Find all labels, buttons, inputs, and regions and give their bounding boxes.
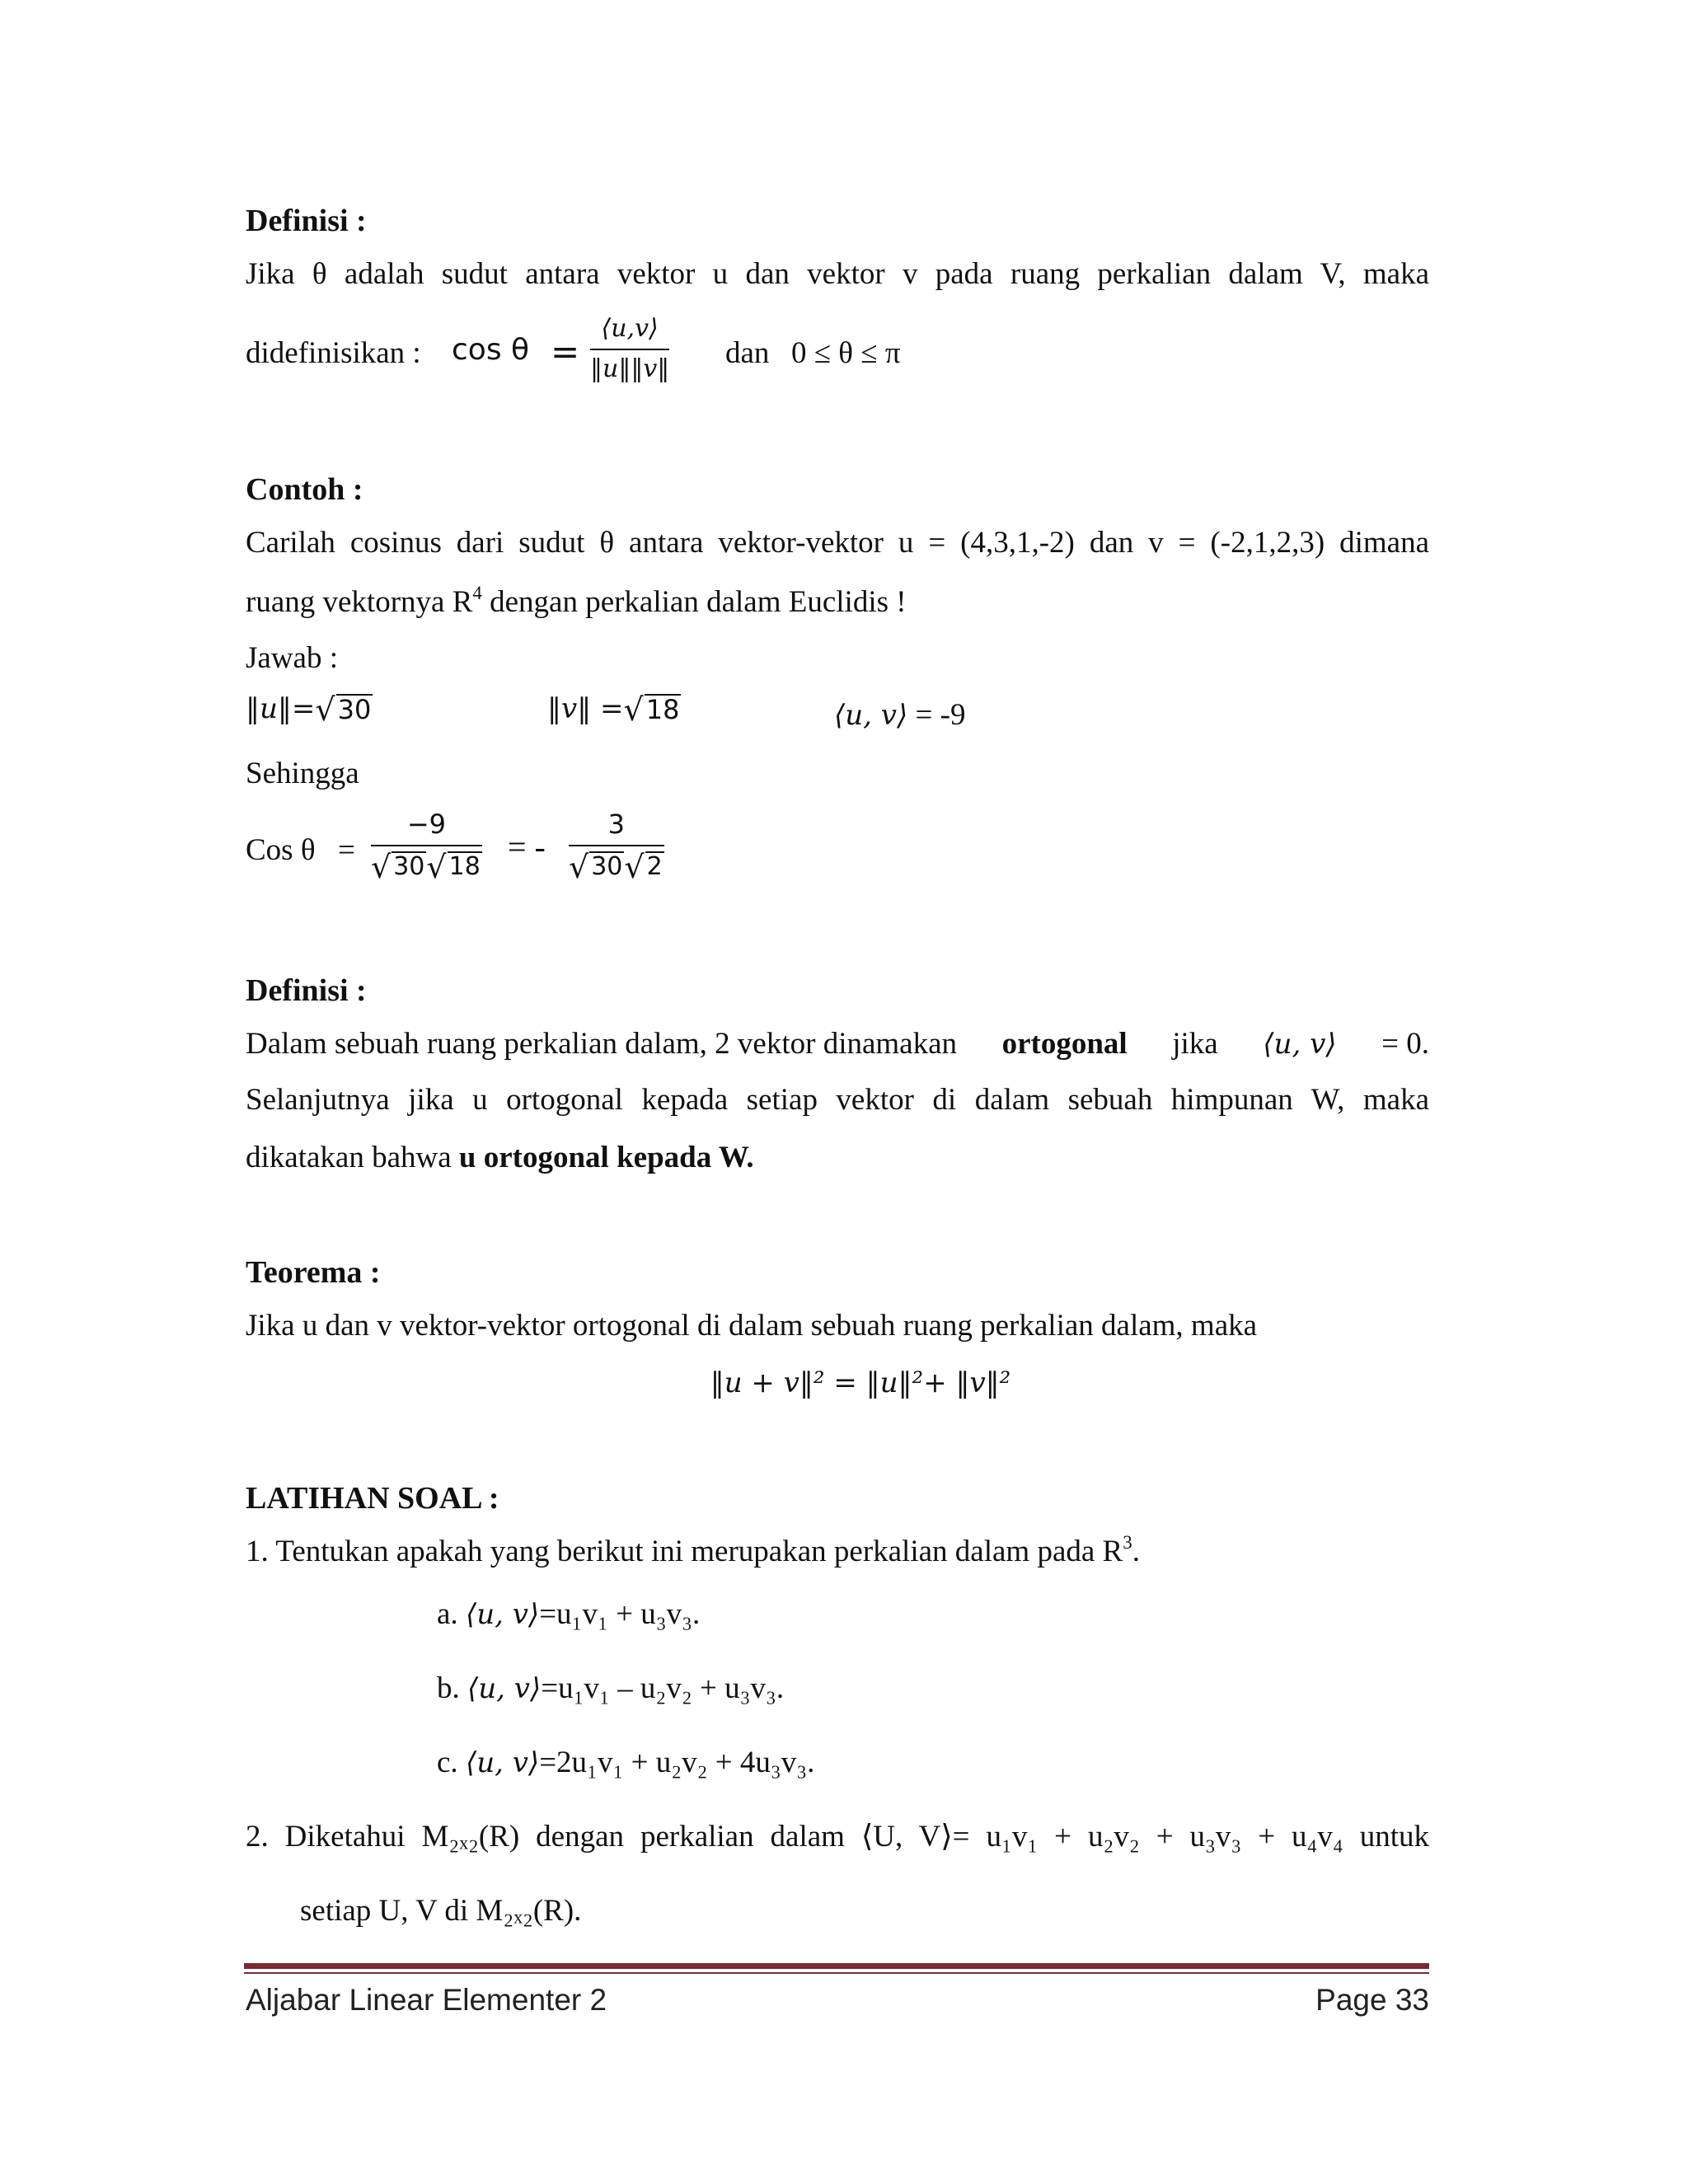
inner-product-math: ⟨u, v⟩ — [467, 1672, 542, 1705]
definition-lead: didefinisikan : — [246, 336, 421, 370]
exercise-question-2-line2: setiap U, V di M₂ₓ₂(R). — [300, 1894, 582, 1928]
fraction-denominator: ‖u‖‖v‖ — [590, 354, 670, 383]
radical-sign: √ — [623, 691, 644, 728]
exercise-item-c — [437, 1747, 814, 1778]
theta-range: 0 ≤ θ ≤ π — [791, 336, 901, 370]
radical-sign: √ — [315, 691, 335, 728]
item-label: a. — [437, 1597, 458, 1631]
exercise-question-2-line1: 2. Diketahui M₂ₓ₂(R) dengan perkalian dalam ⟨U, V⟩= u₁v₁ + u₂v₂ + u₃v₃ + u₄v₄ untuk — [246, 1820, 1429, 1854]
fraction-bar — [569, 845, 664, 846]
inner-product-math: ⟨u, v⟩ — [465, 1598, 540, 1631]
exercise-item-a — [437, 1599, 700, 1629]
item-formula: =2u₁v₁ + u₂v₂ + 4u₃v₃. — [539, 1746, 815, 1779]
sqrt-18 — [623, 691, 682, 728]
footer-book-title: Aljabar Linear Elementer 2 — [246, 1983, 607, 2017]
fraction-bar — [371, 845, 482, 846]
item-label: c. — [437, 1746, 458, 1779]
radicand: 30 — [393, 851, 425, 881]
fraction-numerator: 3 — [607, 808, 626, 840]
radicand: 18 — [448, 851, 481, 881]
footer-rule-thin — [244, 1972, 1429, 1974]
example-text-line2-start: ruang vektornya R — [246, 585, 473, 619]
fraction-denominator — [569, 848, 664, 885]
dimension-superscript: 4 — [472, 583, 482, 604]
equals-zero: = 0. — [1381, 1027, 1429, 1061]
inner-product-label: ⟨u, v⟩ — [834, 699, 908, 732]
norm-u-expression — [246, 691, 373, 728]
norm-v-expression — [547, 691, 681, 728]
item-formula: =u₁v₁ + u₃v₃. — [539, 1597, 701, 1631]
exercise-question-1 — [246, 1532, 1140, 1568]
sqrt-18 — [426, 848, 481, 885]
radicand: 18 — [645, 694, 680, 725]
definition-orthogonal-line1 — [246, 1029, 1429, 1059]
radicand: 2 — [646, 851, 663, 881]
definition-text: Jika θ adalah sudut antara vektor u dan vektor v pada ruang perkalian dalam V, maka — [246, 257, 1429, 291]
dimension-superscript: 3 — [1123, 1532, 1132, 1554]
question-text: 1. Tentukan apakah yang berikut ini merupakan perkalian dalam pada R — [246, 1535, 1123, 1568]
therefore-label: Sehingga — [246, 757, 359, 790]
cosine-formula-fraction — [590, 315, 669, 383]
exercise-item-b — [437, 1673, 784, 1704]
orthogonal-to-set-term: u ortogonal kepada W. — [458, 1141, 754, 1174]
radical-sign: √ — [371, 848, 392, 885]
theorem-text: Jika u dan v vektor-vektor ortogonal di dalam sebuah ruang perkalian dalam, maka — [246, 1309, 1258, 1343]
definition-orthogonal-heading: Definisi : — [246, 973, 367, 1008]
fraction-bar — [590, 349, 669, 350]
equals-minus: = - — [508, 828, 546, 865]
dan-text: dan — [725, 336, 770, 370]
item-formula: =u₁v₁ – u₂v₂ + u₃v₃. — [541, 1671, 785, 1705]
item-label: b. — [437, 1671, 460, 1705]
footer-page-number: Page 33 — [1315, 1983, 1429, 2017]
norm-v-label: ‖v‖ = — [547, 692, 624, 725]
definition-text: dikatakan bahwa — [246, 1141, 459, 1174]
cos-theta-label: Cos θ — [246, 833, 316, 867]
sqrt-30 — [315, 691, 373, 728]
answer-label: Jawab : — [246, 641, 338, 675]
inner-product-math: ⟨u, v⟩ — [1263, 1028, 1337, 1061]
inner-product-value: = -9 — [907, 698, 966, 732]
inner-product-expression — [834, 699, 965, 732]
pythagorean-formula: ‖u + v‖² = ‖u‖²+ ‖v‖² — [710, 1366, 1011, 1399]
example-text-line2 — [246, 583, 907, 619]
example-heading: Contoh : — [246, 472, 363, 507]
radicand: 30 — [591, 851, 623, 881]
norm-u-label: ‖u‖= — [246, 692, 316, 725]
example-text-line1: Carilah cosinus dari sudut θ antara vektor-vektor u = (4,3,1,-2) dan v = (-2,1,2,3) dimana — [246, 526, 1429, 560]
exercises-heading: LATIHAN SOAL : — [246, 1481, 499, 1516]
definition-heading: Definisi : — [246, 204, 367, 238]
radicand: 30 — [337, 694, 372, 725]
sqrt-30 — [569, 848, 624, 885]
orthogonal-term: ortogonal — [1001, 1027, 1128, 1061]
radical-sign: √ — [569, 848, 589, 885]
inner-product-math: ⟨u, v⟩ — [465, 1746, 540, 1779]
cos-theta: cos θ — [452, 333, 530, 367]
radical-sign: √ — [624, 848, 645, 885]
theorem-heading: Teorema : — [246, 1255, 381, 1290]
fraction-numerator: ⟨u,v⟩ — [601, 314, 659, 343]
sqrt-30 — [371, 848, 426, 885]
equals-sign: = — [551, 331, 580, 372]
footer-rule-thick — [244, 1963, 1429, 1969]
definition-orthogonal-line2: Selanjutnya jika u ortogonal kepada setiap vektor di dalam sebuah himpunan W, maka — [246, 1083, 1429, 1117]
question-end: . — [1132, 1535, 1140, 1568]
radical-sign: √ — [426, 848, 447, 885]
cosine-fraction-1 — [371, 809, 482, 883]
fraction-denominator — [371, 848, 482, 885]
jika-text: jika — [1172, 1027, 1218, 1061]
sqrt-2 — [624, 848, 663, 885]
definition-text: Dalam sebuah ruang perkalian dalam, 2 vektor dinamakan — [246, 1027, 958, 1061]
definition-orthogonal-line3 — [246, 1142, 754, 1173]
cosine-fraction-2 — [569, 809, 664, 883]
example-text-line2-end: dengan perkalian dalam Euclidis ! — [481, 585, 907, 619]
fraction-numerator: −9 — [406, 808, 446, 840]
equals-sign: = — [338, 833, 355, 867]
